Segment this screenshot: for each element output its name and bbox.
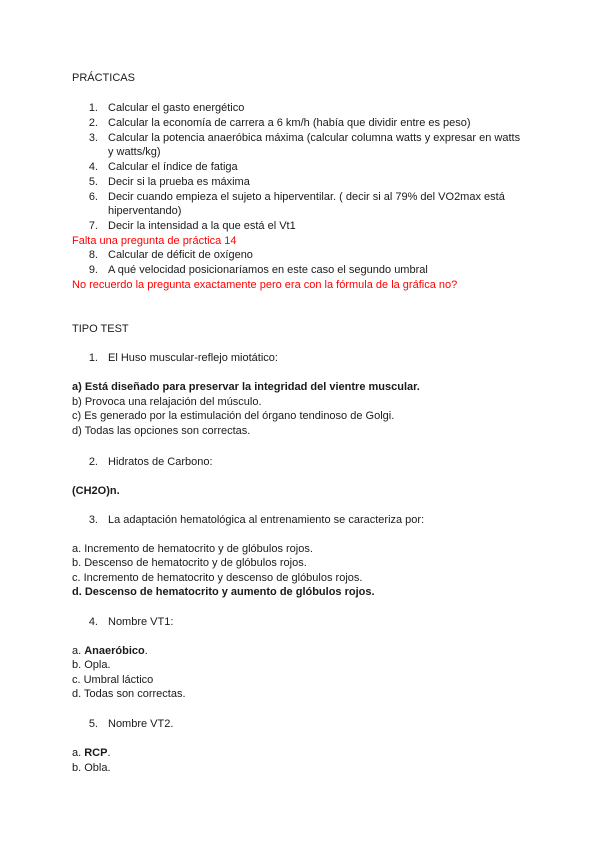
- q4-option-a-correct: [72, 644, 148, 658]
- option-prefix: a.: [72, 747, 85, 759]
- question-text: Nombre VT2.: [108, 718, 174, 730]
- item-number: 5.: [88, 176, 98, 188]
- option-suffix: .: [144, 645, 148, 657]
- item-text: Decir la intensidad a la que está el Vt1: [108, 220, 296, 232]
- q1-option-a-correct: a) Está diseñado para preservar la integridad del vientre muscular.: [72, 381, 420, 393]
- q3-option-c: c. Incremento de hematocrito y descenso de glóbulos rojos.: [72, 572, 363, 584]
- item-number: 7.: [88, 220, 98, 232]
- q4-option-c: c. Umbral láctico: [72, 674, 154, 686]
- question-number: 4.: [88, 616, 98, 628]
- q5-option-b: b. Obla.: [72, 762, 111, 774]
- item-text: Calcular la economía de carrera a 6 km/h (había que dividir entre es peso): [108, 117, 471, 129]
- question-number: 3.: [88, 514, 98, 526]
- question-text: Nombre VT1:: [108, 616, 174, 628]
- q5-option-a-correct: [72, 746, 111, 760]
- option-answer: RCP: [84, 747, 108, 759]
- item-text: hiperventando): [108, 205, 182, 217]
- q3-option-a: a. Incremento de hematocrito y de glóbulos rojos.: [72, 543, 313, 555]
- question-number: 5.: [88, 718, 98, 730]
- practicas-heading: PRÁCTICAS: [72, 72, 135, 84]
- option-prefix: a.: [72, 645, 85, 657]
- q1-option-c: c) Es generado por la estimulación del órgano tendinoso de Golgi.: [72, 410, 395, 422]
- q1-option-b: b) Provoca una relajación del músculo.: [72, 396, 262, 408]
- item-number: 9.: [88, 264, 98, 276]
- item-number: 3.: [88, 132, 98, 144]
- item-text: y watts/kg): [108, 146, 161, 158]
- item-number: 4.: [88, 161, 98, 173]
- formula-note: No recuerdo la pregunta exactamente pero era con la fórmula de la gráfica no?: [72, 279, 458, 291]
- item-number: 1.: [88, 102, 98, 114]
- q4-option-b: b. Opla.: [72, 659, 111, 671]
- item-number: 2.: [88, 117, 98, 129]
- item-number: 8.: [88, 249, 98, 261]
- item-text: Calcular la potencia anaeróbica máxima (calcular columna watts y expresar en watts: [108, 132, 521, 144]
- option-suffix: .: [107, 747, 111, 759]
- item-text: Calcular el índice de fatiga: [108, 161, 238, 173]
- question-number: 1.: [88, 352, 98, 364]
- item-number: 6.: [88, 191, 98, 203]
- item-text: Decir cuando empieza el sujeto a hiperventilar. ( decir si al 79% del VO2max está: [108, 191, 505, 203]
- item-text: Calcular el gasto energético: [108, 102, 245, 114]
- missing-question-note: Falta una pregunta de práctica 14: [72, 235, 237, 247]
- question-text: El Huso muscular-reflejo miotático:: [108, 352, 278, 364]
- item-text: Decir si la prueba es máxima: [108, 176, 250, 188]
- q2-answer: (CH2O)n.: [72, 485, 120, 497]
- question-number: 2.: [88, 456, 98, 468]
- item-text: A qué velocidad posicionaríamos en este caso el segundo umbral: [108, 264, 428, 276]
- question-text: La adaptación hematológica al entrenamiento se caracteriza por:: [108, 514, 425, 526]
- q3-option-b: b. Descenso de hematocrito y de glóbulos rojos.: [72, 557, 307, 569]
- q4-option-d: d. Todas son correctas.: [72, 688, 186, 700]
- question-text: Hidratos de Carbono:: [108, 456, 213, 468]
- q1-option-d: d) Todas las opciones son correctas.: [72, 425, 251, 437]
- q3-option-d-correct: d. Descenso de hematocrito y aumento de glóbulos rojos.: [72, 586, 375, 598]
- test-heading: TIPO TEST: [72, 323, 129, 335]
- option-answer: Anaeróbico: [84, 645, 145, 657]
- item-text: Calcular de déficit de oxígeno: [108, 249, 253, 261]
